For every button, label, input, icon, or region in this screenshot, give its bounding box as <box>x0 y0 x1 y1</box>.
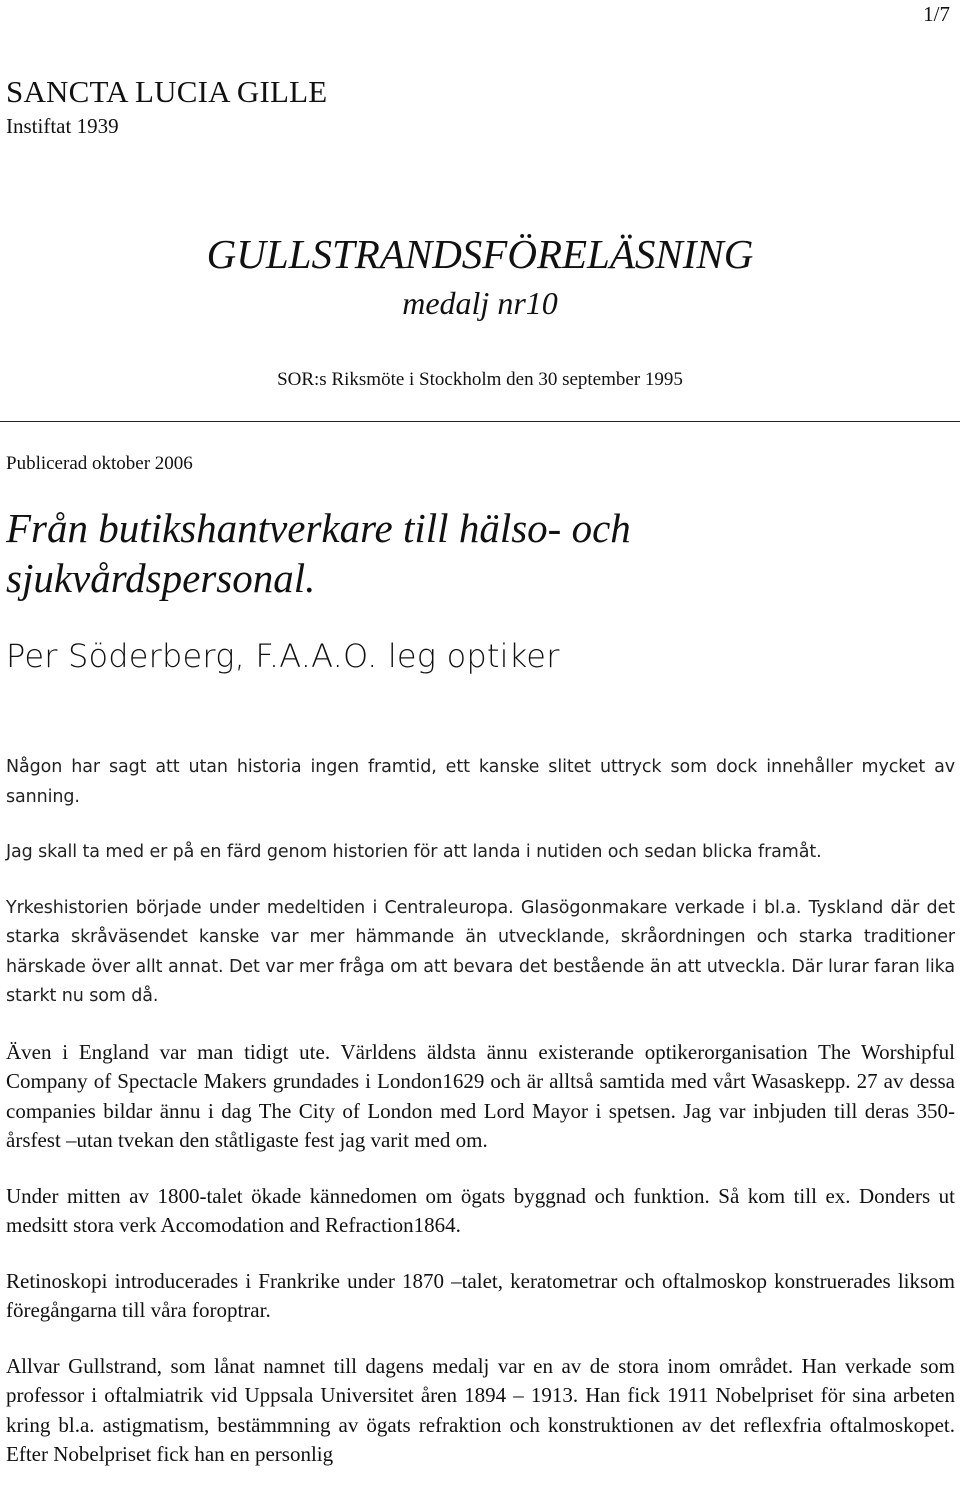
paragraph-retinoscopy: Retinoskopi introducerades i Frankrike under 1870 –talet, keratometrar och oftalmoskop konstruerades liksom föregångarna till våra foroptrar. <box>6 1268 955 1322</box>
lecture-title: GULLSTRANDSFÖRELÄSNING <box>206 231 754 277</box>
paragraph-journey: Jag skall ta med er på en färd genom historien för att landa i nutiden och sedan blicka framåt. <box>6 842 822 862</box>
page-number: 1/7 <box>923 2 950 26</box>
event-line: SOR:s Riksmöte i Stockholm den 30 september 1995 <box>277 369 683 390</box>
paragraph-medieval: Yrkeshistorien började under medeltiden i Centraleuropa. Glasögonmakare verkade i bl.a. Tyskland där det starka skråväsendet kanske var mer hämmande än utvecklande, skråordningen och starka traditioner härskade över allt annat. Det var mer fråga om att bevara det bestående än att utveckla. Där lurar faran lika starkt nu som då. <box>6 897 955 1006</box>
article-title: Från butikshantverkare till hälso- och sjukvårdspersonal. <box>6 505 631 601</box>
author-line: Per Söderberg, F.A.A.O. leg optiker <box>6 637 560 675</box>
divider <box>0 421 960 422</box>
organization-name: SANCTA LUCIA GILLE <box>6 74 328 109</box>
lecture-subtitle: medalj nr10 <box>402 285 558 321</box>
paragraph-gullstrand: Allvar Gullstrand, som lånat namnet till dagens medalj var en av de stora inom området. Han verkade som professor i oftalmiatrik vid Uppsala Universitet åren 1894 – 1913. Han fick 1911 Nobelpriset för sina arbeten kring bl.a. astigmatism, bestämmning av ögats refraktion och konstruktionen av det reflexfria oftalmoskopet. Efter Nobelpriset fick han en personlig <box>6 1353 955 1466</box>
organization-founded: Instiftat 1939 <box>6 114 119 138</box>
paragraph-england: Även i England var man tidigt ute. Världens äldsta ännu existerande optikerorganisation The Worshipful Company of Spectacle Makers grundades i London1629 och är alltså samtida med vårt Wasaskepp. 27 av dessa companies bildar ännu i dag The City of London med Lord Mayor i spetsen. Jag var inbjuden till deras 350-årsfest –utan tvekan den ståtligaste fest jag varit med om. <box>6 1039 955 1152</box>
published-date: Publicerad oktober 2006 <box>6 453 193 474</box>
paragraph-1800s: Under mitten av 1800-talet ökade kännedomen om ögats byggnad och funktion. Så kom till ex. Donders ut medsitt stora verk Accomodation and Refraction1864. <box>6 1183 955 1237</box>
body-text <box>6 753 955 1496</box>
paragraph-intro: Någon har sagt att utan historia ingen framtid, ett kanske slitet uttryck som dock innehåller mycket av sanning. <box>6 757 955 807</box>
